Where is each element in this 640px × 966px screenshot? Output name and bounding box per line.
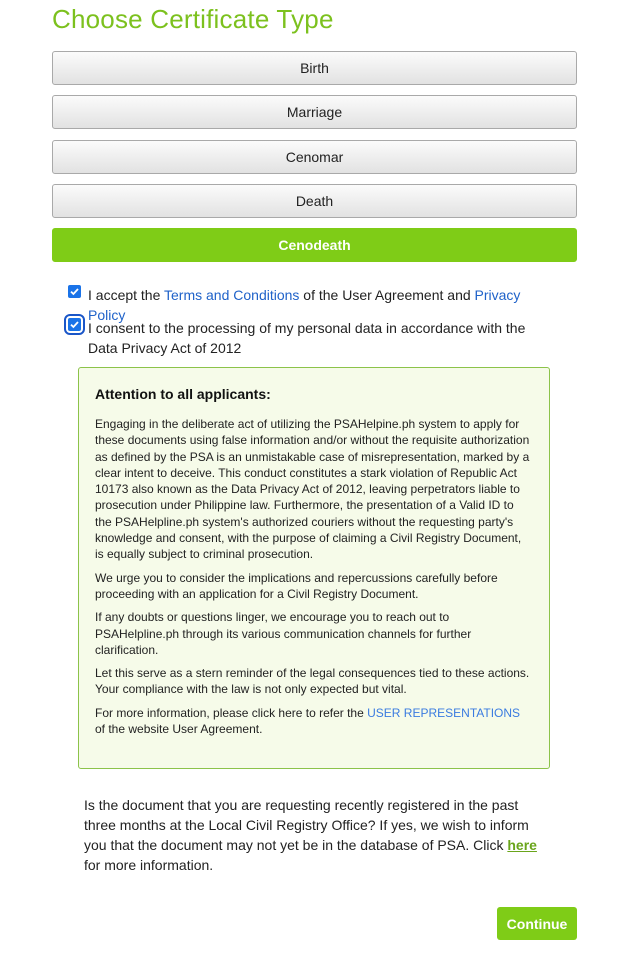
consent-row [68, 318, 548, 358]
user-representations-link[interactable]: USER REPRESENTATIONS [367, 705, 521, 720]
checkmark-icon [69, 286, 80, 297]
notice-heading: Attention to all applicants: [95, 386, 271, 402]
accept-terms-middle: of the User Agreement and [299, 287, 475, 303]
terms-and-conditions-link[interactable]: Terms and Conditions [164, 287, 300, 303]
certificate-cenodeath-button[interactable]: Cenodeath [52, 228, 577, 262]
notice-paragraph-1: Engaging in the deliberate act of utilizing the PSAHelpine.ph system to apply for these documents using false information and/or without the requisite authorization as defined by the PSA is an unmistakable case of misrepresentation, marked by a clear intent to deceive. This conduct constitutes a stark violation of Republic Act 10173 also known as the Data Privacy Act of 2012, leaving perpetrators liable to prosecution under Philippine law. Furthermore, the presentation of a Valid ID to the PSAHelpline.ph system's authorized couriers without the requesting party's knowledge and consent, with the purpose of claiming a Civil Registry Document, is equally subject to criminal prosecution. [95, 417, 530, 562]
attention-notice [78, 367, 550, 769]
notice-paragraph-4: Let this serve as a stern reminder of the legal consequences tied to these actions. Your compliance with the law is not only expected but vital. [95, 666, 530, 697]
certificate-death-button[interactable]: Death [52, 184, 577, 218]
certificate-type-list [52, 51, 577, 272]
consent-label: I consent to the processing of my personal data in accordance with the Data Privacy Act of 2012 [88, 320, 526, 356]
accept-terms-checkbox[interactable] [68, 285, 81, 298]
notice-paragraph-3: If any doubts or questions linger, we encourage you to reach out to PSAHelpline.ph through its various communication channels for further clarification. [95, 610, 472, 657]
checkmark-icon [69, 319, 80, 330]
certificate-marriage-button[interactable]: Marriage [52, 95, 577, 129]
notice-paragraph-2: We urge you to consider the implications and repercussions carefully before proceeding with an application for a Civil Registry Document. [95, 570, 498, 601]
more-info-prefix: For more information, please click here to refer the [95, 705, 368, 720]
notice-more-info [95, 705, 533, 738]
registered-here-link[interactable]: here [507, 837, 537, 853]
page-title: Choose Certificate Type [52, 4, 334, 34]
consent-checkbox[interactable] [68, 318, 81, 331]
privacy-policy-link[interactable]: Privacy Policy [88, 287, 521, 323]
registered-text-before: Is the document that you are requesting recently registered in the past three months at the Local Civil Registry Office? If yes, we wish to inform you that the document may not yet be in the database of PSA. Click [84, 797, 529, 853]
certificate-birth-button[interactable]: Birth [52, 51, 577, 85]
certificate-cenomar-button[interactable]: Cenomar [52, 140, 577, 174]
registered-text-after: for more information. [84, 857, 214, 873]
accept-terms-prefix: I accept the [88, 287, 165, 303]
recently-registered-notice [84, 795, 554, 875]
continue-button[interactable]: Continue [497, 907, 577, 940]
more-info-suffix: of the website User Agreement. [95, 722, 263, 737]
